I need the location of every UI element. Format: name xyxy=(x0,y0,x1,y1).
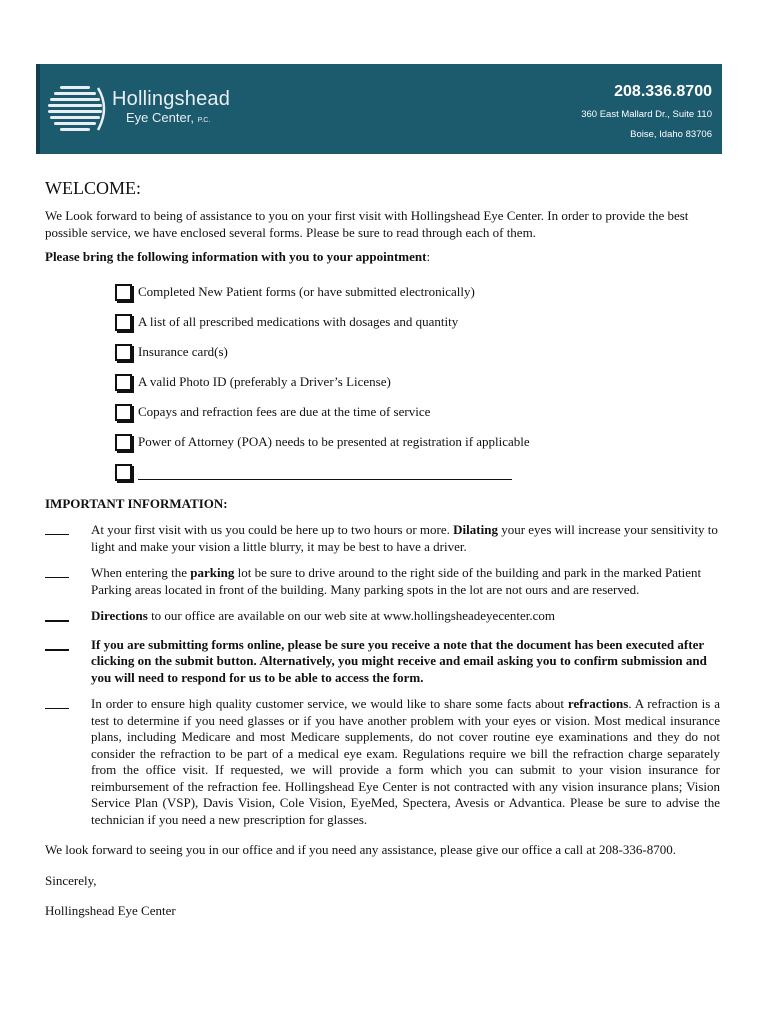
checklist-item[interactable] xyxy=(115,338,720,368)
checklist-label: Completed New Patient forms (or have submitted electronically) xyxy=(138,284,475,300)
checklist-label: Insurance card(s) xyxy=(138,344,228,360)
checkbox-icon[interactable] xyxy=(115,374,132,391)
checklist-label: A valid Photo ID (preferably a Driver’s License) xyxy=(138,374,391,390)
initial-blank xyxy=(45,637,91,687)
checkbox-icon[interactable] xyxy=(115,314,132,331)
sincerely-line: Sincerely, xyxy=(45,872,97,888)
checklist-label: Copays and refraction fees are due at the time of service xyxy=(138,404,431,420)
stylized-eye-icon xyxy=(46,78,106,138)
letterhead-banner xyxy=(36,64,722,154)
checklist-item[interactable] xyxy=(115,308,720,338)
checklist-item[interactable] xyxy=(115,278,720,308)
info-item-parking xyxy=(45,565,720,598)
info-text: In order to ensure high quality customer service, we would like to share some facts about refractions. A refraction is a test to determine if you need glasses or if you have another problem with your eyes or vision. Most medical insurance plans, including Medicare and most Medicare supplements, do not cover routine eye examinations and they do not consider the refraction to be part of a medical eye exam. Regulations require we bill the refraction charge separately from the office visit. If requested, we will provide a form which you can submit to your vision insurance for reimbursement of the refraction fee. Hollingshead Eye Center is not contracted with any vision insurance plans; Vision Service Plan (VSP), Davis Vision, Cole Vision, EyeMed, Spectera, Avesis or Advantica. Please be sure to advise the technician if you need a new prescription for glasses. xyxy=(91,696,721,827)
checkbox-icon[interactable] xyxy=(115,434,132,451)
phone-number: 208.336.8700 xyxy=(614,83,712,100)
info-item-directions xyxy=(45,608,720,627)
important-heading: IMPORTANT INFORMATION: xyxy=(45,495,228,511)
brand-sub-text: Eye Center, xyxy=(126,110,194,125)
checklist-item[interactable] xyxy=(115,428,720,458)
intro-paragraph: We Look forward to being of assistance to you on your first visit with Hollingshead Eye Center. In order to provide the best possible service, we have enclosed several forms. Please be sure to read through each of them. xyxy=(45,208,689,240)
checkbox-icon[interactable] xyxy=(115,284,132,301)
address-line-2: Boise, Idaho 83706 xyxy=(630,129,712,140)
info-text: At your first visit with us you could be here up to two hours or more. Dilating your eyes will increase your sensitivity to light and make your vision a little blurry, it may be best to have a driver. xyxy=(91,522,718,554)
banner-edge xyxy=(36,64,40,154)
checkbox-icon[interactable] xyxy=(115,464,132,481)
brand-block xyxy=(112,88,230,129)
brand-pc: P.C. xyxy=(197,117,211,124)
blank-fill-line[interactable] xyxy=(138,465,512,480)
bring-colon: : xyxy=(426,249,431,264)
checkbox-icon[interactable] xyxy=(115,404,132,421)
info-text: When entering the parking lot be sure to drive around to the right side of the building and park in the marked Patient Parking areas located in front of the building. Many parking spots in the lot are not ours and are reserved. xyxy=(91,565,702,597)
closing-paragraph: We look forward to seeing you in our office and if you need any assistance, please give our office a call at 208-336-8700. xyxy=(45,842,676,857)
contact-block xyxy=(581,82,712,141)
info-item-online-forms xyxy=(45,637,720,687)
info-item-refractions xyxy=(45,696,720,828)
welcome-heading: WELCOME: xyxy=(45,178,141,198)
checklist-label: A list of all prescribed medications with dosages and quantity xyxy=(138,314,459,330)
address-line-1: 360 East Mallard Dr., Suite 110 xyxy=(581,109,712,120)
letter-body xyxy=(45,176,720,920)
initial-blank xyxy=(45,608,91,627)
info-text: If you are submitting forms online, please be sure you receive a note that the document has been executed after clicking on the submit button. Alternatively, you might receive and email asking you to confirm submission and you will need to respond for us to be able to access the form. xyxy=(91,636,707,685)
brand-subtitle xyxy=(126,110,230,129)
bring-heading xyxy=(45,249,720,266)
checklist-item[interactable] xyxy=(115,368,720,398)
signature-line: Hollingshead Eye Center xyxy=(45,903,176,918)
initial-blank xyxy=(45,696,91,828)
info-text: Directions to our office are available on our web site at www.hollingsheadeyecenter.com xyxy=(91,608,555,623)
brand-name: Hollingshead xyxy=(112,88,231,110)
checkbox-icon[interactable] xyxy=(115,344,132,361)
checklist-item-blank[interactable] xyxy=(115,458,720,488)
bring-label: Please bring the following information with you to your appointment xyxy=(45,249,427,264)
initial-blank xyxy=(45,522,91,555)
appointment-checklist xyxy=(45,278,720,488)
checklist-item[interactable] xyxy=(115,398,720,428)
checklist-label: Power of Attorney (POA) needs to be presented at registration if applicable xyxy=(138,434,530,450)
initial-blank xyxy=(45,565,91,598)
info-item-dilating xyxy=(45,522,720,555)
